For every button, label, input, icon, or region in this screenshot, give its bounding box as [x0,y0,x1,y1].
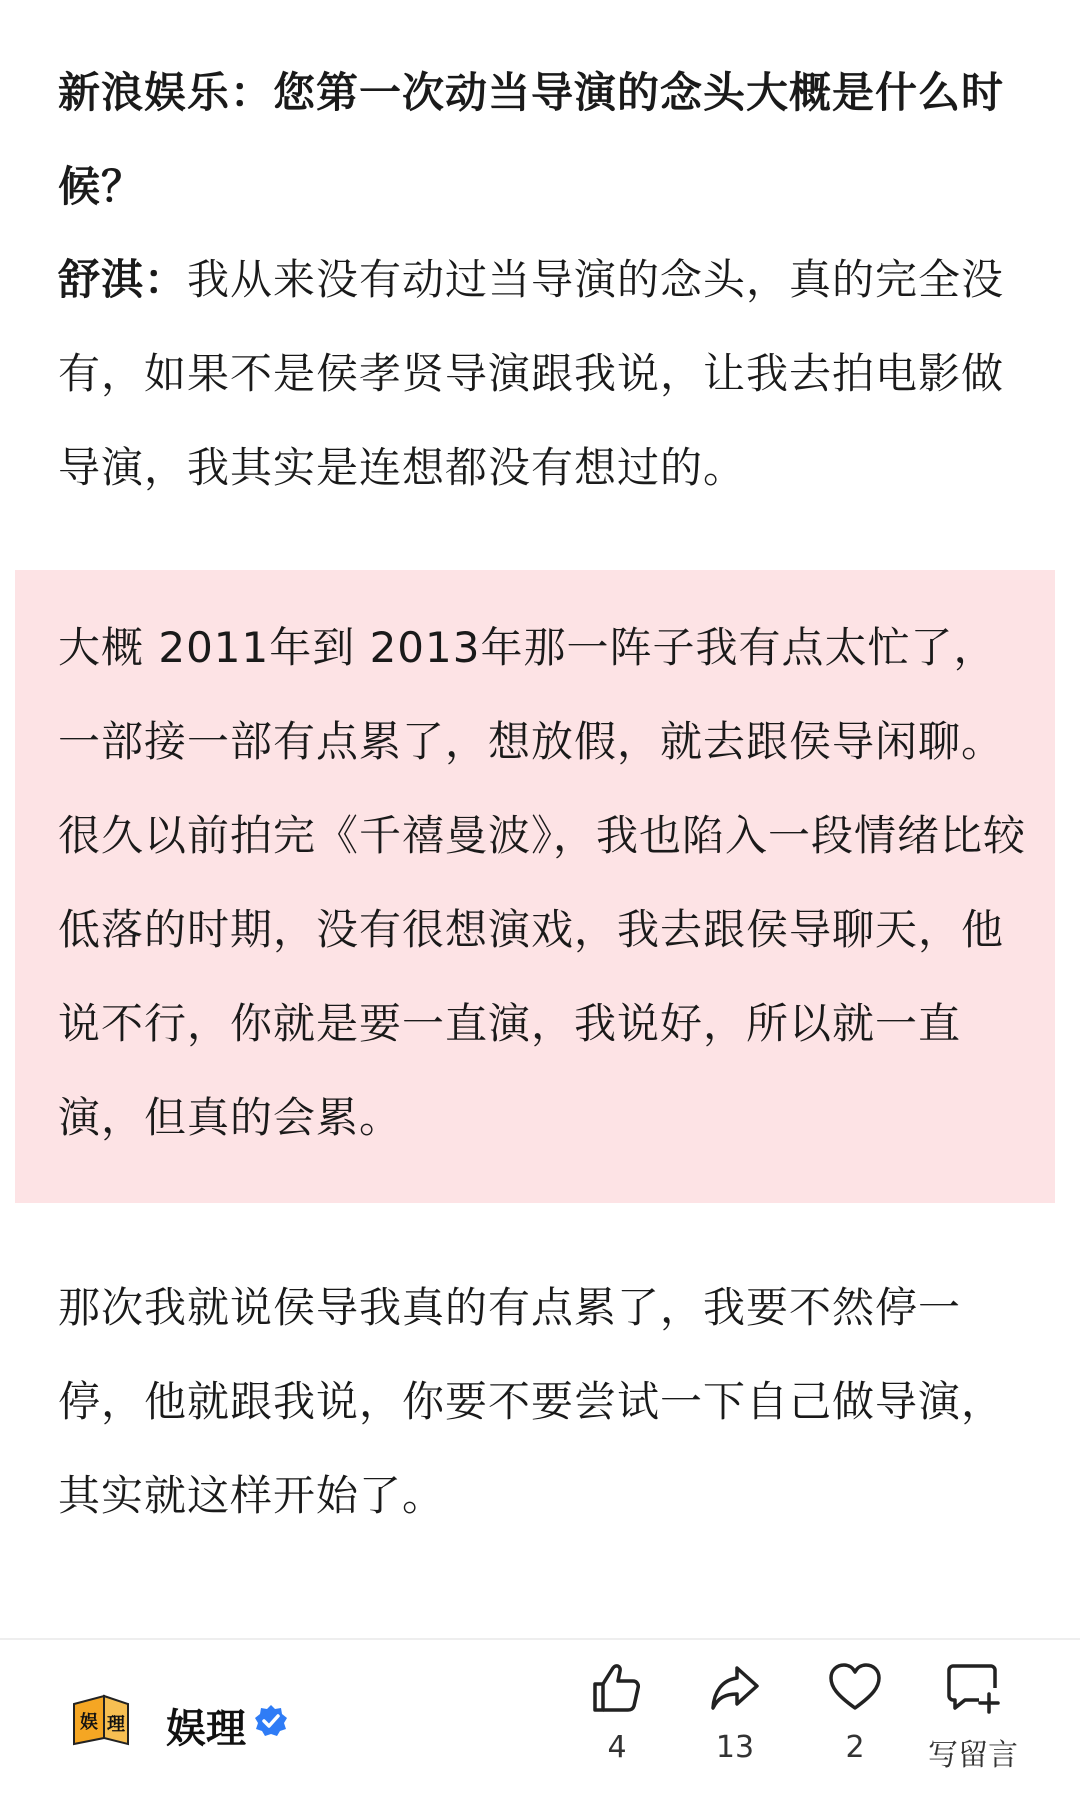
share-button[interactable] [680,1660,790,1765]
interview-answer-1 [58,233,1018,515]
comment-add-icon [945,1660,1001,1716]
write-comment-label: 写留言 [928,1738,1018,1773]
speaker-label: 舒淇： [58,255,188,304]
account-logo[interactable] [70,1694,132,1748]
account-name[interactable]: 娱理 [166,1706,246,1752]
favorite-count: 2 [845,1730,865,1765]
answer-1-text: 我从来没有动过当导演的念头，真的完全没有，如果不是侯孝贤导演跟我说，让我去拍电影做导演，我其实是连想都没有想过的。 [58,255,1005,492]
bottom-action-bar [0,1638,1080,1803]
like-button[interactable] [562,1660,672,1765]
highlighted-quote-block [15,570,1055,1203]
highlighted-quote-text: 大概 2011年到 2013年那一阵子我有点太忙了，一部接一部有点累了，想放假，就去跟侯导闲聊。很久以前拍完《千禧曼波》，我也陷入一段情绪比较低落的时期，没有很想演戏，我去跟侯导聊天，他说不行，你就是要一直演，我说好，所以就一直演，但真的会累。 [58,623,1027,1142]
heart-icon [827,1660,883,1716]
svg-text:理: 理 [107,1714,125,1735]
account-logo-image [70,1694,132,1748]
thumbs-up-icon [589,1660,645,1716]
svg-text:娱: 娱 [80,1712,98,1733]
write-comment-button[interactable] [918,1660,1028,1774]
verified-badge-icon [254,1704,288,1738]
interview-question: 新浪娱乐：您第一次动当导演的念头大概是什么时候？ [58,68,1005,211]
like-count: 4 [607,1730,627,1765]
favorite-button[interactable] [800,1660,910,1765]
share-arrow-icon [707,1660,763,1716]
share-count: 13 [715,1730,755,1765]
interview-answer-2: 那次我就说侯导我真的有点累了，我要不然停一停，他就跟我说，你要不要尝试一下自己做导演，其实就这样开始了。 [58,1283,1005,1520]
